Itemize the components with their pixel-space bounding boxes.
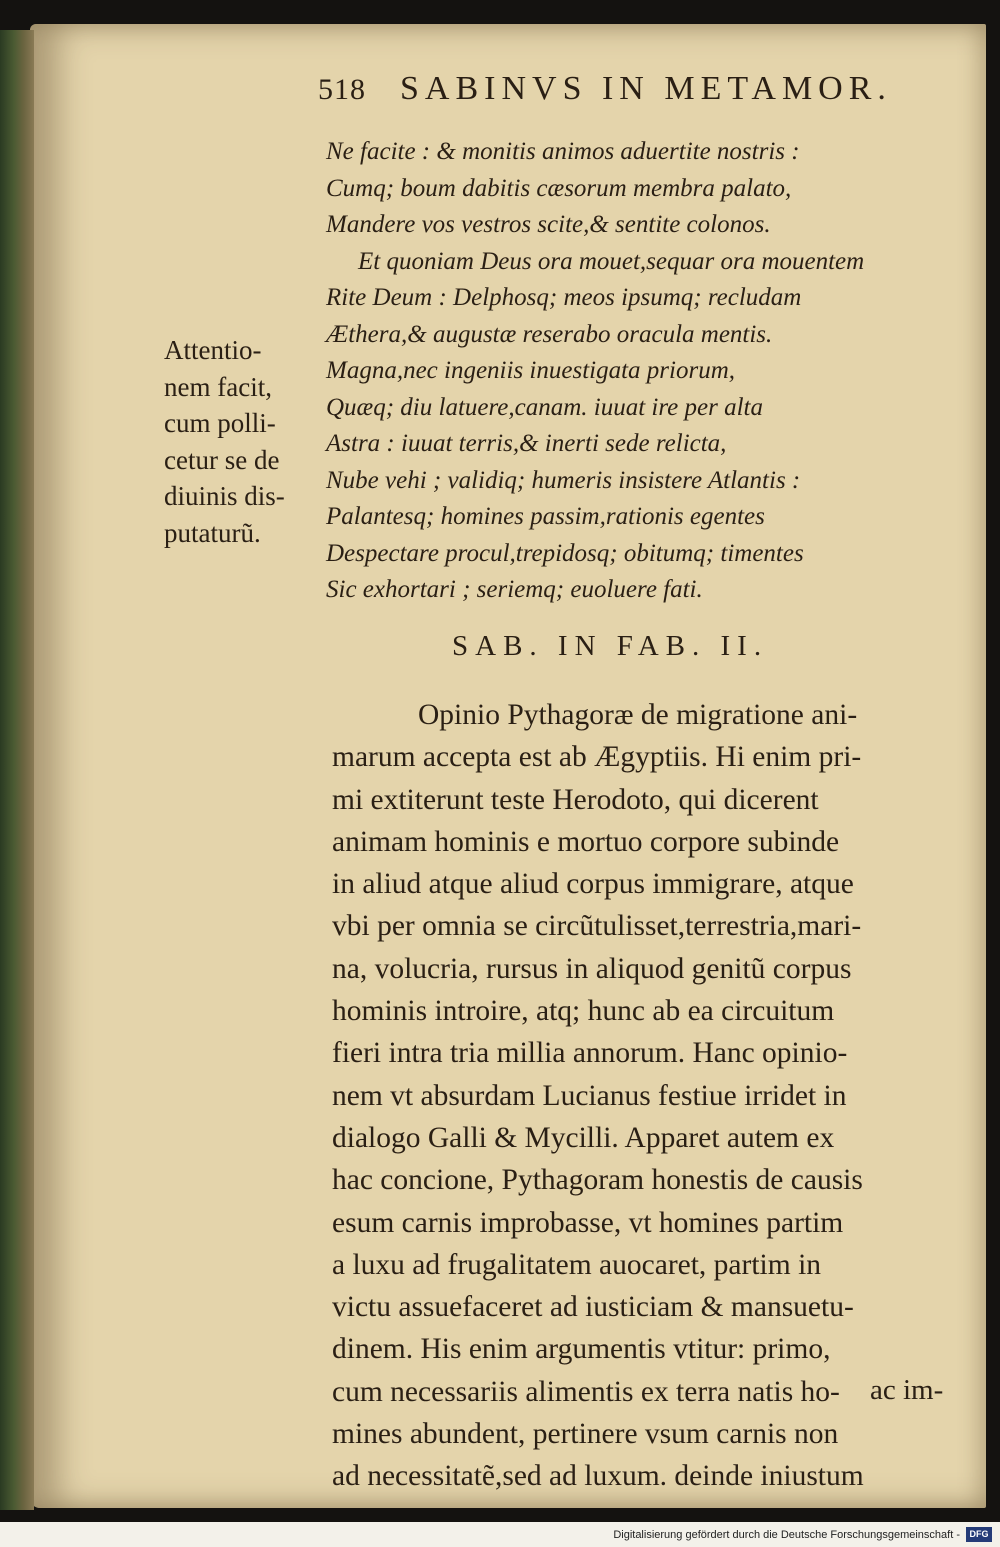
prose-line: mi extiterunt teste Herodoto, qui dicerent (332, 783, 819, 816)
marginal-note-line: diuinis dis- (164, 481, 285, 511)
running-head: SABINVS IN METAMOR. (400, 70, 892, 107)
verse-line: Palantesq; homines passim,rationis egentes (326, 503, 765, 530)
prose-line: Opinio Pythagoræ de migratione ani- (418, 699, 858, 731)
verse-line: Mandere vos vestros scite,& sentite colonos. (326, 211, 771, 238)
section-heading: SAB. IN FAB. II. (452, 630, 769, 662)
prose-line: cum necessariis alimentis ex terra natis ho- (332, 1375, 840, 1408)
verse-block (326, 134, 956, 609)
verse-line: Quæq; diu latuere,canam. iuuat ire per alta (326, 393, 763, 421)
verse-line: Æthera,& augustæ reserabo oracula mentis. (326, 320, 773, 348)
prose-block (332, 694, 958, 1498)
prose-line: hominis introire, atq; hunc ab ea circuitum (332, 995, 835, 1028)
verse-line: Nube vehi ; validiq; humeris insistere Atlantis : (326, 466, 801, 494)
page-number: 518 (318, 73, 366, 106)
prose-line: victu assuefaceret ad iusticiam & mansuetu- (332, 1291, 854, 1324)
catchword: ac im- (870, 1374, 944, 1406)
verse-line: Despectare procul,trepidosq; obitumq; timentes (326, 539, 804, 567)
prose-line: animam hominis e mortuo corpore subinde (332, 825, 840, 858)
prose-line: dinem. His enim argumentis vtitur: primo, (332, 1333, 831, 1366)
prose-line: ad necessitatẽ,sed ad luxum. deinde iniustum (332, 1460, 864, 1493)
marginal-note-line: putaturũ. (164, 517, 261, 548)
verse-line: Magna,nec ingeniis inuestigata priorum, (326, 357, 735, 384)
prose-line: nem vt absurdam Lucianus festiue irridet in (332, 1079, 847, 1112)
marginal-note-line: nem facit, (164, 371, 272, 402)
marginal-note-line: cum polli- (164, 408, 276, 438)
verse-line: Rite Deum : Delphosq; meos ipsumq; recludam (326, 284, 802, 311)
prose-line: marum accepta est ab Ægyptiis. Hi enim pri- (332, 741, 862, 774)
marginal-note-line: cetur se de (164, 444, 280, 475)
dfg-logo-icon: DFG (966, 1527, 992, 1542)
prose-line: a luxu ad frugalitatem auocaret, partim in (332, 1248, 822, 1281)
prose-line: hac concione, Pythagoram honestis de causis (332, 1164, 863, 1197)
verse-line: Ne facite : & monitis animos aduertite nostris : (326, 138, 800, 165)
prose-line: dialogo Galli & Mycilli. Apparet autem ex (332, 1121, 835, 1154)
verse-line: Sic exhortari ; seriemq; euoluere fati. (326, 576, 703, 603)
marginal-note (164, 332, 324, 551)
verse-line: Cumq; boum dabitis cæsorum membra palato, (326, 174, 792, 202)
footer-credit: Digitalisierung gefördert durch die Deutsche Forschungsgemeinschaft - (613, 1529, 960, 1541)
book-spine (0, 30, 34, 1510)
prose-line: vbi per omnia se circũtulisset,terrestria,mari- (332, 910, 862, 943)
prose-line: esum carnis improbasse, vt homines partim (332, 1206, 844, 1239)
prose-line: na, volucria, rursus in aliquod genitũ corpus (332, 952, 852, 985)
marginal-note-line: Attentio- (164, 335, 262, 365)
verse-line: Astra : iuuat terris,& inerti sede relicta, (326, 430, 727, 457)
prose-line: fieri intra tria millia annorum. Hanc opinio- (332, 1037, 848, 1070)
page-header (318, 70, 918, 122)
verse-line: Et quoniam Deus ora mouet,sequar ora mouentem (358, 247, 865, 275)
prose-line: in aliud atque aliud corpus immigrare, atque (332, 868, 854, 901)
prose-line: mines abundent, pertinere vsum carnis non (332, 1418, 839, 1451)
